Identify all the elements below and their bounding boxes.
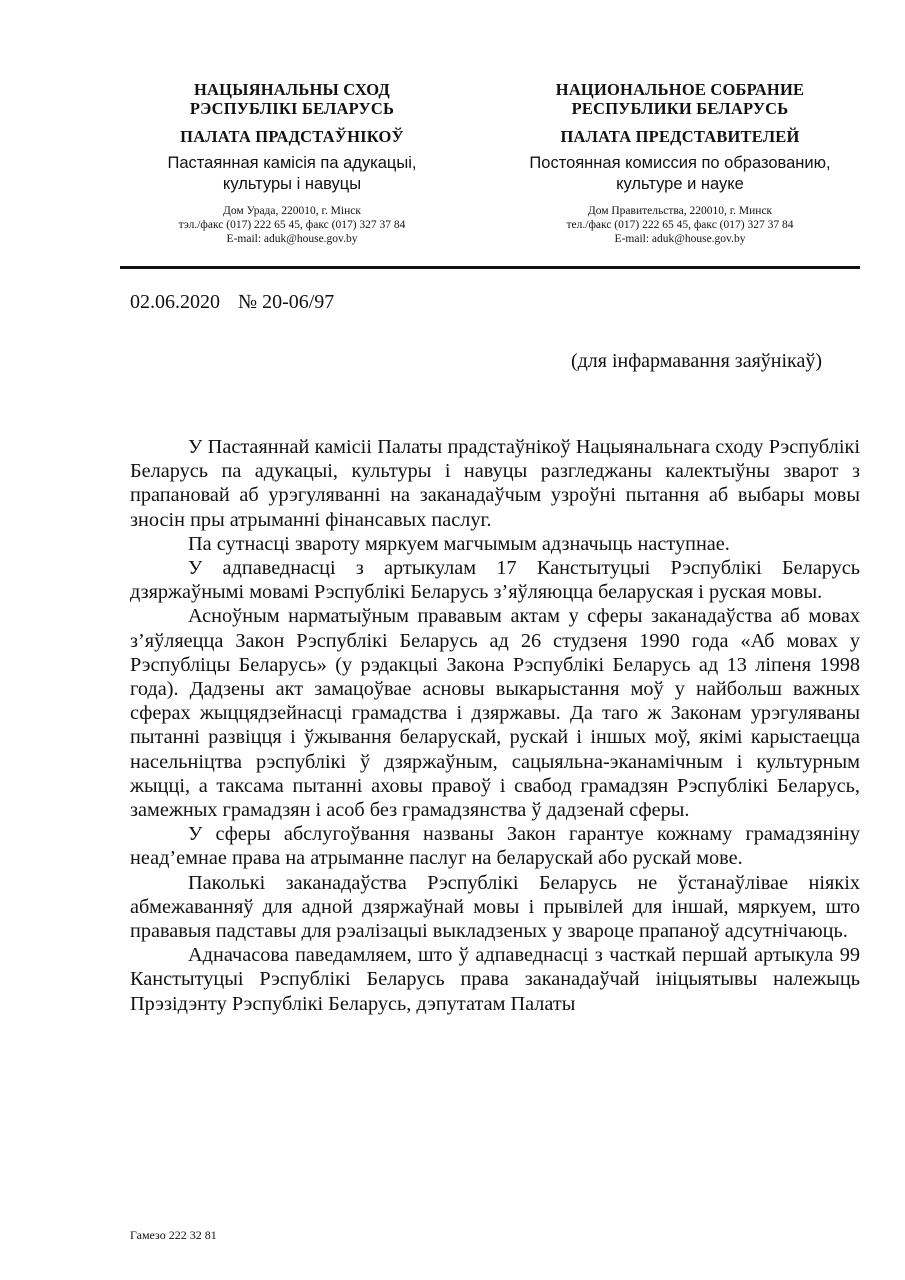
executor-note: Гамезо 222 32 81 <box>130 1228 217 1242</box>
body-paragraph: Па сутнасці звароту мяркуем магчымым адзначыць наступнае. <box>188 532 730 555</box>
letter-body <box>130 435 860 1016</box>
org-name-by: НАЦЫЯНАЛЬНЫ СХОД РЭСПУБЛІКІ БЕЛАРУСЬ <box>189 80 395 118</box>
email-ru: E-mail: aduk@house.gov.by <box>614 233 746 245</box>
addressee-note: (для інфармавання заяўнікаў) <box>570 350 822 372</box>
body-paragraph: У сферы абслугоўвання названы Закон гарантуе кожнаму грамадзяніну неад’емнае права на атрыманне паслуг на беларускай або рускай мове. <box>130 823 860 870</box>
address-ru: Дом Правительства, 220010, г. Минск <box>587 205 773 217</box>
letterhead-divider <box>120 266 860 269</box>
body-paragraph: У Пастаяннай камісіі Палаты прадстаўнікоў Нацыянальнага сходу Рэспублікі Беларусь па адукацыі, культуры і навуцы разгледжаны калектыўны зварот з прапановай аб урэгуляванні на заканадаўчым узроўні пытання аб выбары мовы зносін пры атрыманні фінансавых паслуг. <box>130 436 860 531</box>
body-paragraph: Адначасова паведамляем, што ў адпаведнасці з часткай першай артыкула 99 Канстытуцыі Рэспублікі Беларусь права заканадаўчай ініцыятывы належыць Прэзідэнту Рэспублікі Беларусь, дэпутатам Палаты <box>130 944 860 1015</box>
org-name-ru: НАЦИОНАЛЬНОЕ СОБРАНИЕ РЕСПУБЛИКИ БЕЛАРУСЬ <box>555 80 805 118</box>
letterhead-belarusian <box>122 80 462 246</box>
contact-block-by <box>122 204 462 246</box>
body-paragraph: Асноўным нарматыўным прававым актам у сферы заканадаўства аб мовах з’яўляецца Закон Рэспублікі Беларусь ад 26 студзеня 1990 года «Аб мовах у Рэспубліцы Беларусь» (у рэдакцыі Закона Рэспублікі Беларусь ад 13 ліпеня 1998 года). Дадзены акт замацоўвае асновы выкарыстання моў у найбольш важных сферах жыццядзейнасці грамадства і дзяржавы. Да таго ж Законам урэгуляваны пытанні развіцця і ўжывання беларускай, рускай і іншых моў, якімі карыстаецца насельніцтва рэспублікі ў дзяржаўным, сацыяльна-эканамічным і культурным жыцці, а таксама пытанні аховы правоў і свабод грамадзян Рэспублікі Беларусь, замежных грамадзян і асоб без грамадзянства ў дадзенай сферы. <box>130 605 860 822</box>
letterhead-russian <box>480 80 880 246</box>
commission-name-by: Пастаянная камісія па адукацыі, культуры і навуцы <box>167 154 417 193</box>
commission-name-ru: Постоянная комиссия по образованию, культуре и науке <box>529 154 831 193</box>
contact-block-ru <box>480 204 880 246</box>
body-paragraph: У адпаведнасці з артыкулам 17 Канстытуцыі Рэспублікі Беларусь дзяржаўнымі мовамі Рэспублікі Беларусь з’яўляюцца беларуская і руская мовы. <box>130 557 860 604</box>
document-number: № 20-06/97 <box>238 291 335 313</box>
address-by: Дом Урада, 220010, г. Мінск <box>223 205 361 217</box>
document-date: 02.06.2020 <box>130 291 220 313</box>
chamber-name-by: ПАЛАТА ПРАДСТАЎНІКОЎ <box>180 127 404 146</box>
phone-by: тэл./факс (017) 222 65 45, факс (017) 327 37 84 <box>178 219 406 231</box>
registration-line <box>130 291 334 314</box>
phone-ru: тел./факс (017) 222 65 45, факс (017) 327 37 84 <box>566 219 794 231</box>
chamber-name-ru: ПАЛАТА ПРЕДСТАВИТЕЛЕЙ <box>560 127 800 146</box>
email-by: E-mail: aduk@house.gov.by <box>226 233 358 245</box>
body-paragraph: Паколькі заканадаўства Рэспублікі Беларусь не ўстанаўлівае ніякіх абмежаванняў для адной дзяржаўнай мовы і прывілей для іншай, мяркуем, што прававыя падставы для рэалізацыі выкладзеных у звароце прапаноў адсутнічаюць. <box>130 871 860 943</box>
